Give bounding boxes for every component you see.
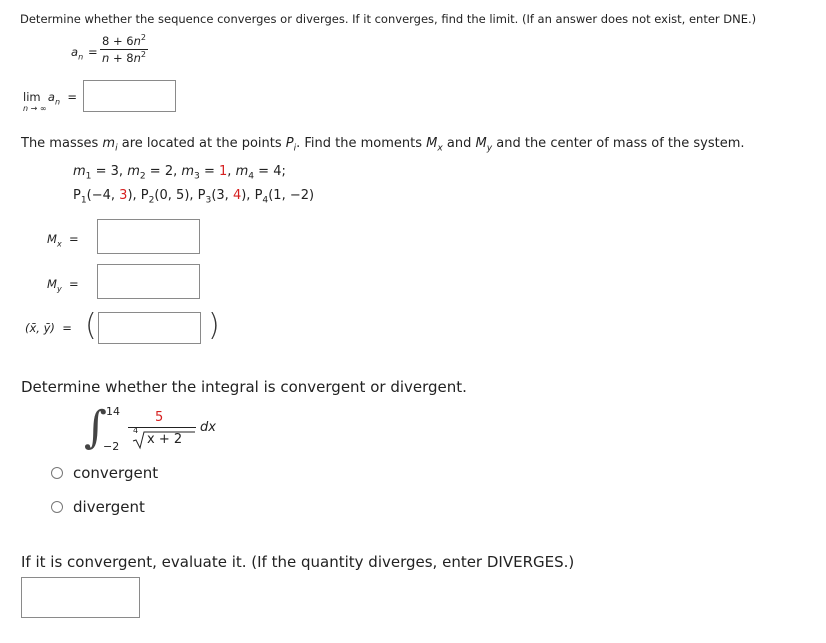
fraction-numerator: $8 + 6n^2$ (102, 33, 147, 48)
problem3-instruction: Determine whether the integral is convergent or divergent. (21, 378, 467, 396)
sequence-fraction (100, 34, 148, 65)
open-paren: ( (85, 308, 97, 343)
mass-4: $m_4 = 4$; (235, 164, 286, 182)
point-3: $P_3(3$, 4), (197, 188, 255, 206)
point-2: $P_2(0$, 5), (140, 188, 198, 206)
point-4: $P_4(1$, −2) (254, 188, 315, 206)
radicand: x + 2 (147, 432, 183, 447)
my-answer-box[interactable] (97, 264, 200, 299)
integral-lower-limit: −2 (103, 440, 120, 453)
my-answer-input[interactable] (98, 265, 199, 298)
option-convergent-label[interactable]: convergent (73, 464, 159, 482)
mx-label: $M_x$ = (47, 232, 79, 249)
problem2-instruction: The masses $m_i$ are located at the points $P_i$. Find the moments $M_x$ and $M_y$ and the center of mass of the system. (21, 136, 745, 154)
integral-upper-limit: 14 (106, 405, 120, 418)
limit-answer-input[interactable] (84, 81, 175, 111)
evaluate-answer-box[interactable] (21, 577, 140, 618)
radio-convergent[interactable] (51, 467, 63, 479)
evaluate-answer-input[interactable] (22, 578, 139, 617)
limit-subscript: n → ∞ (23, 104, 47, 113)
mass-2: $m_2 = 2$, (127, 164, 182, 182)
mx-answer-input[interactable] (98, 220, 199, 253)
masses-line (73, 164, 286, 182)
root-index: 4 (133, 426, 139, 435)
fraction-denominator: $n + 8n^2$ (102, 50, 146, 65)
integral-dx: dx (200, 420, 216, 435)
radio-divergent[interactable] (51, 501, 63, 513)
center-of-mass-answer-input[interactable] (99, 313, 200, 343)
center-of-mass-answer-box[interactable] (98, 312, 201, 344)
points-line (73, 188, 315, 206)
my-label: $M_y$ = (47, 277, 79, 294)
problem4-instruction: If it is convergent, evaluate it. (If the quantity diverges, enter DIVERGES.) (21, 553, 575, 571)
point-1: $P_1(-4$, 3), (73, 188, 141, 206)
sequence-equals: = (88, 45, 98, 59)
mass-3: $m_3 = 1$, (181, 164, 236, 182)
integral-sign: ∫ (84, 402, 107, 453)
close-paren: ) (208, 308, 220, 343)
sequence-lhs: $a_n$ (71, 45, 84, 62)
mx-answer-box[interactable] (97, 219, 200, 254)
integrand-numerator: 5 (155, 410, 164, 425)
center-of-mass-label: (x̄, ȳ) = (25, 321, 72, 335)
mass-1: $m_1 = 3$, (73, 164, 128, 182)
integrand-fraction-bar (128, 427, 196, 428)
limit-answer-box[interactable] (83, 80, 176, 112)
problem1-instruction: Determine whether the sequence converges or diverges. If it converges, find the limit. (If an answer does not exist, enter DNE.) (20, 12, 757, 26)
limit-expression: $\lim a_n$ = (23, 90, 78, 107)
option-divergent-label[interactable]: divergent (73, 498, 145, 516)
